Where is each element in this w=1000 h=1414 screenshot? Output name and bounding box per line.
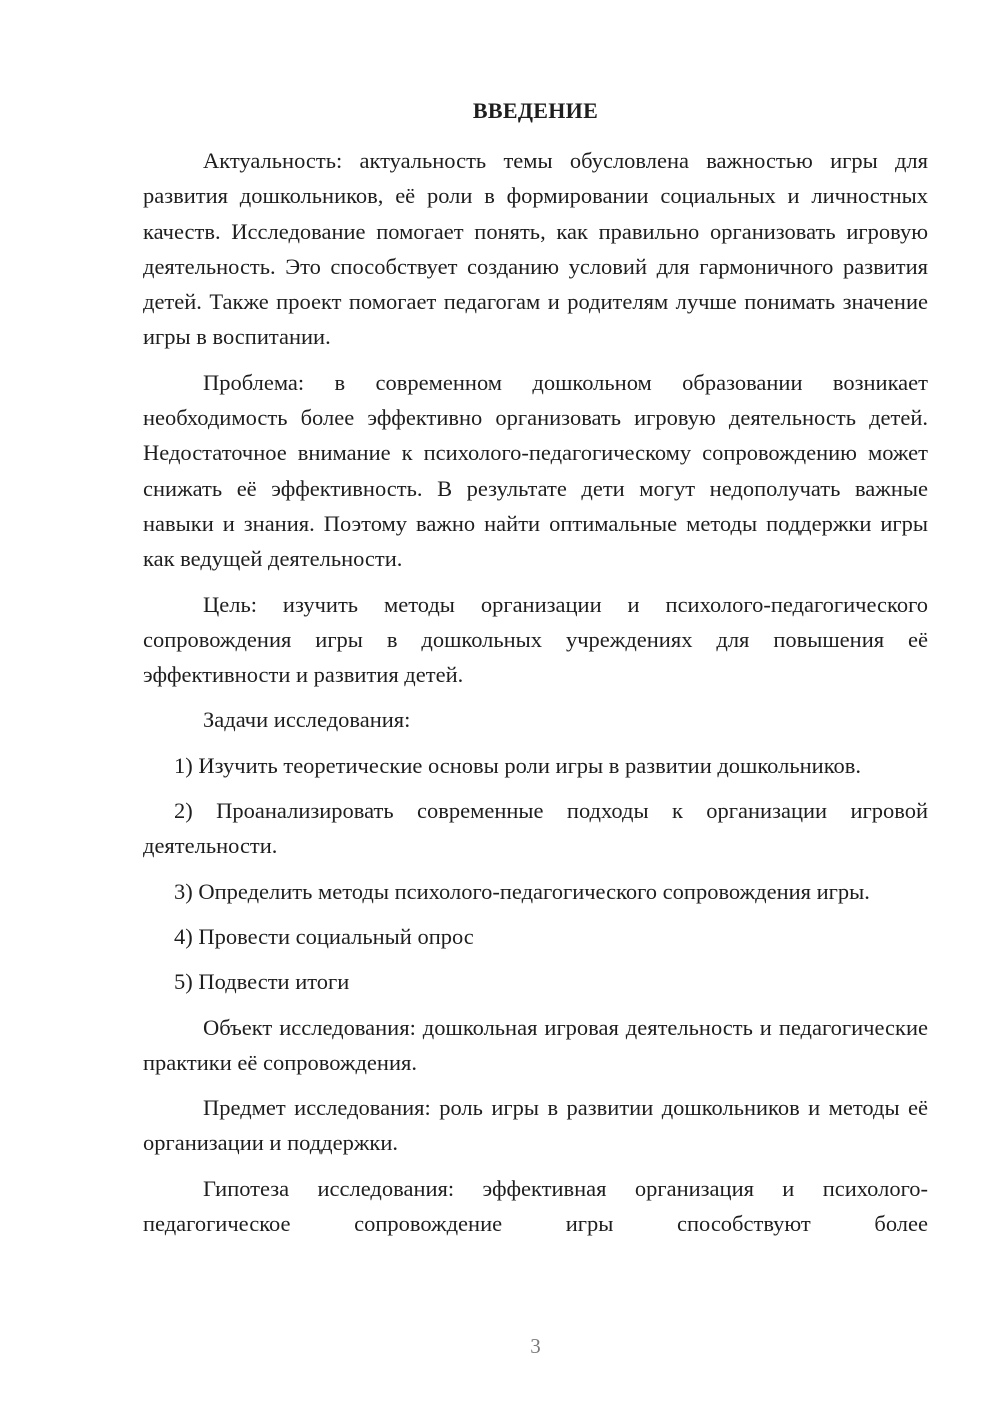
- task-item-2: 2) Проанализировать современные подходы к организации игровой деятельности.: [143, 798, 928, 859]
- task-item-1: 1) Изучить теоретические основы роли игры в развитии дошкольников.: [174, 752, 861, 778]
- paragraph-goal: Цель: изучить методы организации и психолого-педагогического сопровождения игры в дошкольных учреждениях для повышения её эффективности и развития детей.: [143, 591, 928, 688]
- page-number: 3: [530, 1334, 541, 1358]
- body-text: [143, 143, 928, 1241]
- task-item-3: 3) Определить методы психолого-педагогического сопровождения игры.: [174, 878, 870, 904]
- document-page: [143, 0, 928, 1414]
- paragraph-object: Объект исследования: дошкольная игровая деятельность и педагогические практики её сопровождения.: [143, 1014, 928, 1075]
- section-title: ВВЕДЕНИЕ: [472, 98, 599, 123]
- paragraph-problem: Проблема: в современном дошкольном образовании возникает необходимость более эффективно организовать игровую деятельность детей. Недостаточное внимание к психолого-педагогическому сопровождению может снижать её эффективность. В результате дети могут недополучать важные навыки и знания. Поэтому важно найти оптимальные методы поддержки игры как ведущей деятельности.: [143, 369, 928, 572]
- task-item-5: 5) Подвести итоги: [174, 969, 350, 995]
- paragraph-tasks-heading: Задачи исследования:: [203, 707, 411, 733]
- paragraph-hypothesis: Гипотеза исследования: эффективная организация и психолого-педагогическое сопровождение игры способствуют более: [143, 1175, 928, 1237]
- paragraph-relevance: Актуальность: актуальность темы обусловлена важностью игры для развития дошкольников, её роли в формировании социальных и личностных качеств. Исследование помогает понять, как правильно организовать игровую деятельность. Это способствует созданию условий для гармоничного развития детей. Также проект помогает педагогам и родителям лучше понимать значение игры в воспитании.: [143, 148, 928, 350]
- paragraph-subject: Предмет исследования: роль игры в развитии дошкольников и методы её организации и поддержки.: [143, 1095, 928, 1156]
- task-item-4: 4) Провести социальный опрос: [174, 923, 474, 949]
